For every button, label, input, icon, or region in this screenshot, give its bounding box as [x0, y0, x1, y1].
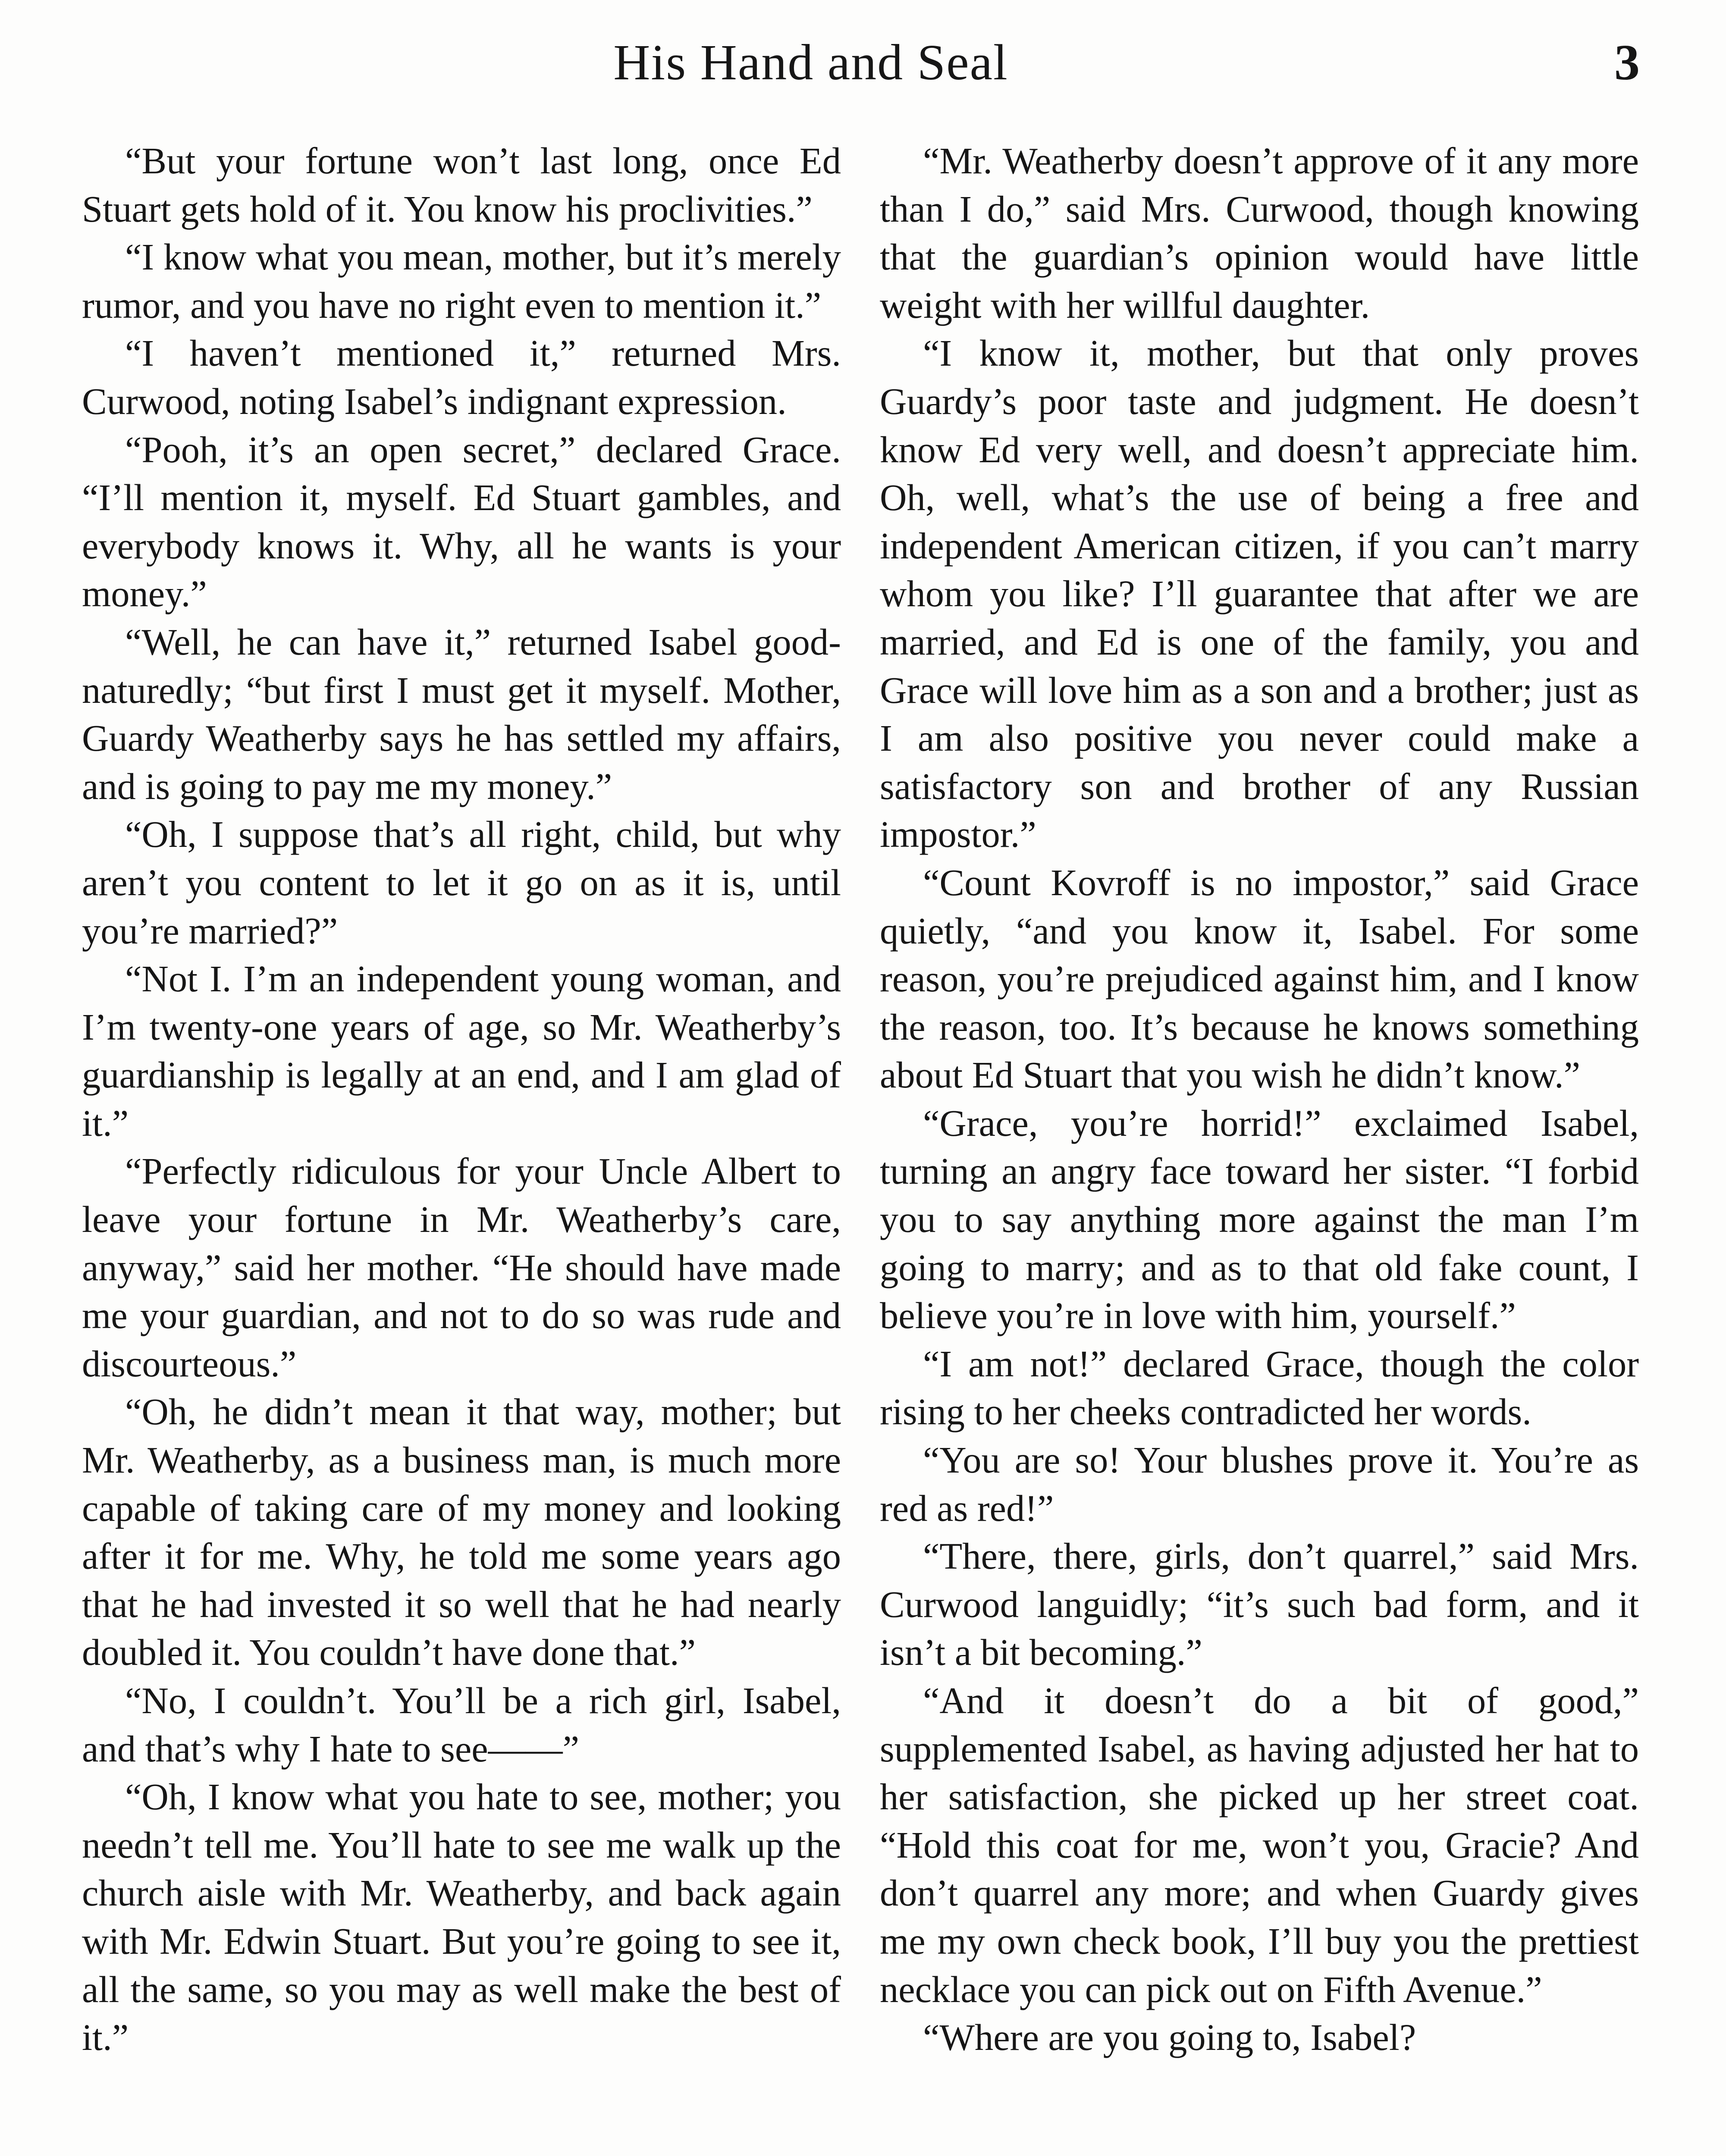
paragraph: “But your fortune won’t last long, once Ed Stuart gets hold of it. You know his proclivities.”	[82, 140, 841, 230]
paragraph: “I know it, mother, but that only proves Guardy’s poor taste and judgment. He doesn’t know Ed very well, and doesn’t appreciate him. Oh, well, what’s the use of being a free and independent American citizen, if you can’t marry whom you like? I’ll guarantee that after we are married, and Ed is one of the family, you and Grace will love him as a son and a brother; just as I am also positive you never could make a satisfactory son and brother of any Russian impostor.”	[880, 332, 1639, 856]
paragraph: “And it doesn’t do a bit of good,” supplemented Isabel, as having adjusted her hat to her satisfaction, she picked up her street coat. “Hold this coat for me, won’t you, Gracie? And don’t quarrel any more; and when Guardy gives me my own check book, I’ll buy you the prettiest necklace you can pick out on Fifth Avenue.”	[880, 1680, 1639, 2010]
page-header	[0, 30, 1726, 95]
right-column	[880, 137, 1639, 2062]
running-title: His Hand and Seal	[613, 34, 1008, 91]
paragraph: “Oh, I know what you hate to see, mother; you needn’t tell me. You’ll hate to see me walk up the church aisle with Mr. Weatherby, and back again with Mr. Edwin Stuart. But you’re going to see it, all the same, so you may as well make the best of it.”	[82, 1776, 841, 2059]
paragraph: “Where are you going to, Isabel?	[923, 2017, 1416, 2059]
paragraph: “There, there, girls, don’t quarrel,” said Mrs. Curwood languidly; “it’s such bad form, and it isn’t a bit becoming.”	[880, 1536, 1639, 1673]
paragraph: “Well, he can have it,” returned Isabel good-naturedly; “but first I must get it myself. Mother, Guardy Weatherby says he has settled my affairs, and is going to pay me my money.”	[82, 621, 841, 807]
paragraph: “Oh, he didn’t mean it that way, mother; but Mr. Weatherby, as a business man, is much more capable of taking care of my money and looking after it for me. Why, he told me some years ago that he had invested it so well that he had nearly doubled it. You couldn’t have done that.”	[82, 1391, 841, 1673]
paragraph: “Grace, you’re horrid!” exclaimed Isabel, turning an angry face toward her sister. “I forbid you to say anything more against the man I’m going to marry; and as to that old fake count, I believe you’re in love with him, yourself.”	[880, 1102, 1639, 1337]
paragraph: “Pooh, it’s an open secret,” declared Grace. “I’ll mention it, myself. Ed Stuart gambles, and everybody knows it. Why, all he wants is your money.”	[82, 429, 841, 615]
paragraph: “No, I couldn’t. You’ll be a rich girl, Isabel, and that’s why I hate to see——”	[82, 1680, 841, 1770]
left-column	[82, 137, 841, 2062]
paragraph: “I am not!” declared Grace, though the color rising to her cheeks contradicted her words.	[880, 1343, 1639, 1433]
paragraph: “Count Kovroff is no impostor,” said Grace quietly, “and you know it, Isabel. For some reason, you’re prejudiced against him, and I know the reason, too. It’s because he knows something about Ed Stuart that you wish he didn’t know.”	[880, 862, 1639, 1096]
paragraph: “Perfectly ridiculous for your Uncle Albert to leave your fortune in Mr. Weatherby’s care, anyway,” said her mother. “He should have made me your guardian, and not to do so was rude and discourteous.”	[82, 1150, 841, 1385]
paragraph: “You are so! Your blushes prove it. You’re as red as red!”	[880, 1439, 1639, 1529]
paragraph: “I haven’t mentioned it,” returned Mrs. Curwood, noting Isabel’s indignant expression.	[82, 332, 841, 422]
paragraph: “I know what you mean, mother, but it’s merely rumor, and you have no right even to mention it.”	[82, 236, 841, 326]
paragraph: “Mr. Weatherby doesn’t approve of it any more than I do,” said Mrs. Curwood, though knowing that the guardian’s opinion would have little weight with her willful daughter.	[880, 140, 1639, 326]
paragraph: “Not I. I’m an independent young woman, and I’m twenty-one years of age, so Mr. Weatherby’s guardianship is legally at an end, and I am glad of it.”	[82, 958, 841, 1144]
paragraph: “Oh, I suppose that’s all right, child, but why aren’t you content to let it go on as it is, until you’re married?”	[82, 814, 841, 952]
page-number: 3	[1614, 34, 1640, 91]
